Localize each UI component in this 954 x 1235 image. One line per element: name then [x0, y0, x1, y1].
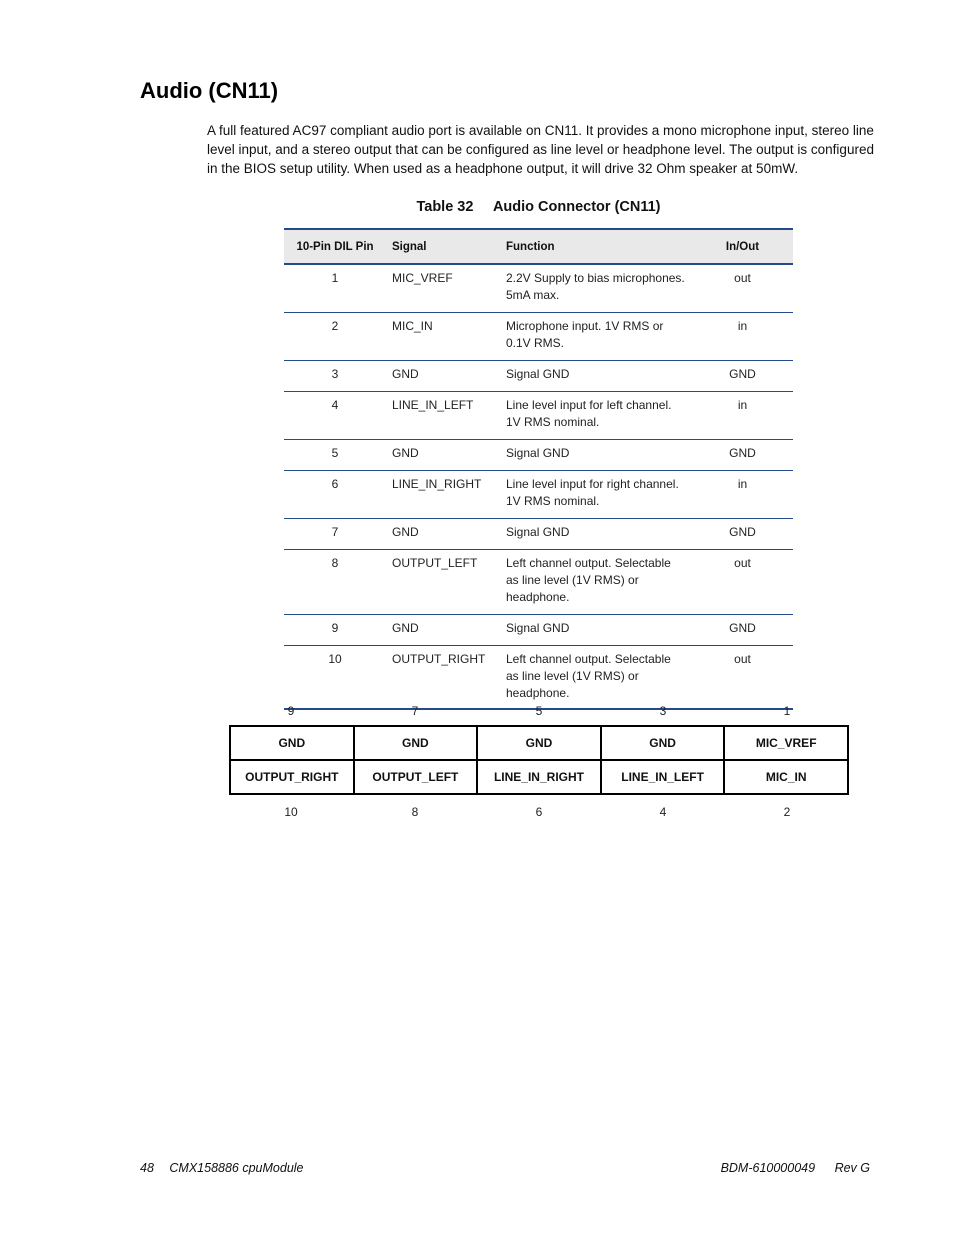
header-signal: Signal [386, 229, 500, 264]
in-out-value: out [692, 550, 793, 615]
table-row [284, 392, 793, 440]
table-title: Audio Connector (CN11) [492, 199, 661, 215]
connector-pin-cell: GND [477, 726, 601, 760]
connector-bottom-row [230, 760, 848, 794]
connector-pin-cell: GND [354, 726, 478, 760]
in-out-value: GND [692, 361, 793, 392]
function-description: Line level input for right channel. 1V RMS nominal. [500, 471, 692, 519]
revision: Rev G [834, 1161, 870, 1175]
function-description: Microphone input. 1V RMS or 0.1V RMS. [500, 313, 692, 361]
pin-number: 1 [284, 264, 386, 313]
pin-number: 6 [284, 471, 386, 519]
pin-numbers-bottom [229, 805, 849, 819]
function-description: Line level input for left channel. 1V RMS nominal. [500, 392, 692, 440]
function-description: Left channel output. Selectable as line level (1V RMS) or headphone. [500, 550, 692, 615]
function-description: Signal GND [500, 440, 692, 471]
connector-pin-cell: GND [601, 726, 725, 760]
pin-number: 7 [284, 519, 386, 550]
pin-number-label: 5 [535, 704, 543, 718]
signal-name: GND [386, 519, 500, 550]
footer-left [140, 1161, 304, 1175]
pin-number-label: 4 [659, 805, 667, 819]
in-out-value: in [692, 313, 793, 361]
in-out-value: GND [692, 519, 793, 550]
footer-right [721, 1161, 870, 1175]
connector-pin-cell: LINE_IN_LEFT [601, 760, 725, 794]
document-id: BDM-610000049 [720, 1161, 816, 1175]
pin-number-label: 8 [411, 805, 419, 819]
in-out-value: GND [692, 615, 793, 646]
signal-name: LINE_IN_LEFT [386, 392, 500, 440]
in-out-value: in [692, 471, 793, 519]
signal-name: LINE_IN_RIGHT [386, 471, 500, 519]
pin-number-label: 3 [659, 704, 667, 718]
connector-top-row [230, 726, 848, 760]
section-heading: Audio (CN11) [140, 78, 279, 103]
signal-name: GND [386, 615, 500, 646]
table-row [284, 264, 793, 313]
table-row [284, 361, 793, 392]
function-description: 2.2V Supply to bias microphones. 5mA max. [500, 264, 692, 313]
signal-name: MIC_VREF [386, 264, 500, 313]
table-row [284, 440, 793, 471]
signal-name: MIC_IN [386, 313, 500, 361]
signal-name: GND [386, 361, 500, 392]
connector-pin-cell: OUTPUT_RIGHT [230, 760, 354, 794]
function-description: Left channel output. Selectable as line level (1V RMS) or headphone. [500, 646, 692, 710]
pin-number-label: 6 [535, 805, 543, 819]
function-description: Signal GND [500, 615, 692, 646]
connector-pin-diagram [229, 725, 849, 795]
signal-name: GND [386, 440, 500, 471]
in-out-value: in [692, 392, 793, 440]
table-number: Table 32 [416, 199, 474, 215]
table-row [284, 550, 793, 615]
connector-pin-cell: OUTPUT_LEFT [354, 760, 478, 794]
table-row [284, 471, 793, 519]
audio-connector-table [284, 228, 793, 710]
signal-name: OUTPUT_RIGHT [386, 646, 500, 710]
function-description: Signal GND [500, 361, 692, 392]
in-out-value: out [692, 646, 793, 710]
pin-number: 5 [284, 440, 386, 471]
pin-number-label: 10 [284, 805, 298, 819]
signal-name: OUTPUT_LEFT [386, 550, 500, 615]
table-row [284, 313, 793, 361]
pin-number-label: 7 [411, 704, 419, 718]
connector-pin-cell: MIC_IN [724, 760, 848, 794]
pin-number: 9 [284, 615, 386, 646]
pin-number: 3 [284, 361, 386, 392]
pin-number: 8 [284, 550, 386, 615]
pin-number: 4 [284, 392, 386, 440]
table-caption [284, 199, 793, 215]
connector-pin-cell: MIC_VREF [724, 726, 848, 760]
function-description: Signal GND [500, 519, 692, 550]
pin-number-label: 9 [287, 704, 295, 718]
connector-pin-cell: GND [230, 726, 354, 760]
pin-numbers-top [229, 704, 849, 718]
header-function: Function [500, 229, 692, 264]
pin-number-label: 2 [783, 805, 791, 819]
product-name: CMX158886 cpuModule [169, 1161, 304, 1175]
intro-paragraph: A full featured AC97 compliant audio port is available on CN11. It provides a mono microphone input, stereo line level input, and a stereo output that can be configured as line level or headphone level. The output is configured in the BIOS setup utility. When used as a headphone output, it will drive 32 Ohm speaker at 50mW. [207, 123, 874, 176]
header-pin: 10-Pin DIL Pin [284, 229, 386, 264]
in-out-value: out [692, 264, 793, 313]
table-row [284, 646, 793, 710]
in-out-value: GND [692, 440, 793, 471]
page-number: 48 [140, 1161, 154, 1175]
pin-number: 10 [284, 646, 386, 710]
pin-number-label: 1 [783, 704, 791, 718]
table-header-row [284, 229, 793, 264]
header-in-out: In/Out [692, 229, 793, 264]
pin-number: 2 [284, 313, 386, 361]
table-row [284, 519, 793, 550]
connector-pin-cell: LINE_IN_RIGHT [477, 760, 601, 794]
table-row [284, 615, 793, 646]
